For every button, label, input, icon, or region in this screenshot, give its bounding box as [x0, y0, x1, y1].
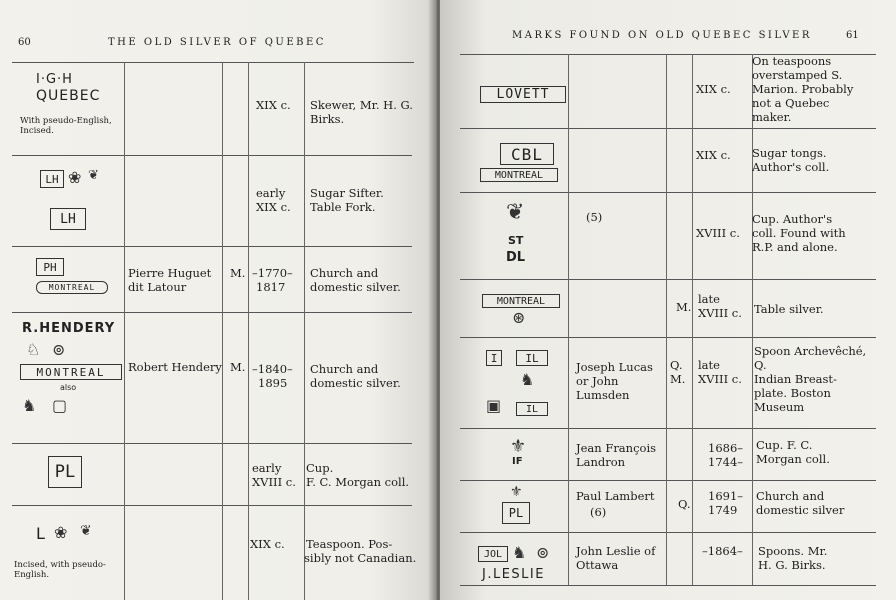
description-cell: maker.	[752, 110, 792, 124]
hallmark-stamp: MONTREAL	[482, 294, 560, 308]
description-cell: Marion. Probably	[752, 82, 854, 96]
description-cell: Table Fork.	[310, 200, 376, 214]
hallmark-stamp: MONTREAL	[20, 364, 122, 380]
hallmark-stamp: PH	[36, 258, 64, 276]
mark-note: Incised, with pseudo-	[14, 560, 106, 570]
description-cell: Indian Breast-	[754, 372, 837, 386]
description-cell: Church and	[310, 266, 379, 280]
maker-name: Jean François	[576, 441, 657, 455]
mark-text: J.LESLIE	[482, 567, 545, 582]
maker-name: Robert Hendery	[128, 360, 222, 374]
hallmark-stamp: MONTREAL	[480, 168, 558, 182]
description-cell: Birks.	[310, 112, 345, 126]
maker-name: dit Latour	[128, 280, 187, 294]
hallmark-head-icon: ▣	[486, 396, 502, 415]
hallmark-head-icon: ⊛	[512, 308, 526, 327]
maker-name: (6)	[590, 505, 607, 519]
row-divider	[12, 155, 412, 156]
description-cell: R.P. and alone.	[752, 240, 838, 254]
date-cell: –1840–	[252, 362, 293, 376]
description-cell: Cup. F. C.	[756, 438, 813, 452]
left-page	[0, 0, 436, 600]
table-bottom-rule	[460, 585, 876, 586]
description-cell: not a Quebec	[752, 96, 830, 110]
location-cell: M.	[670, 372, 686, 386]
mark-note: Incised.	[20, 126, 54, 136]
row-divider	[12, 443, 412, 444]
hallmark-head-icon: ▢	[52, 396, 68, 415]
date-cell: 1895	[258, 376, 288, 390]
description-cell: Church and	[310, 362, 379, 376]
mark-text: IF	[512, 456, 523, 467]
hallmark-lion-icon: ♞	[22, 396, 37, 415]
hallmark-fleur-icon: ⚜	[510, 436, 527, 457]
location-cell: M.	[230, 360, 246, 374]
column-rule	[692, 54, 693, 585]
description-cell: sibly not Canadian.	[304, 551, 417, 565]
column-rule	[124, 62, 125, 600]
hallmark-lion-icon: ♘	[26, 340, 41, 359]
maker-name: Paul Lambert	[576, 489, 655, 503]
mark-text: L	[36, 524, 45, 543]
date-cell: XVIII c.	[252, 475, 296, 489]
location-cell: Q.	[670, 358, 683, 372]
description-cell: domestic silver	[756, 503, 845, 517]
page-number: 61	[846, 30, 859, 41]
hallmark-animal-icon: ❀	[54, 523, 68, 542]
description-cell: domestic silver.	[310, 280, 401, 294]
hallmark-stamp: MONTREAL	[36, 281, 108, 294]
hallmark-animal-icon: ❀	[68, 168, 82, 187]
hallmark-leaf-icon: ❦	[88, 168, 99, 183]
date-cell: 1691–	[708, 489, 744, 503]
page-number: 60	[18, 37, 31, 48]
description-cell: Church and	[756, 489, 825, 503]
hallmark-stamp: PL	[48, 456, 82, 488]
location-cell: M.	[230, 266, 246, 280]
column-rule	[248, 62, 249, 600]
hallmark-stamp: JOL	[478, 546, 508, 562]
hallmark-leaf-icon: ❦	[506, 200, 525, 225]
hallmark-head-icon: ⊚	[52, 340, 66, 359]
description-cell: plate. Boston	[754, 386, 831, 400]
date-cell: XVIII c.	[698, 306, 742, 320]
date-cell: 1744–	[708, 455, 744, 469]
mark-text: I·G·H	[36, 72, 73, 87]
maker-name: (5)	[586, 210, 603, 224]
column-rule	[304, 62, 305, 600]
column-rule	[222, 62, 223, 600]
hallmark-stamp: I	[486, 350, 502, 366]
date-cell: –1864–	[702, 544, 743, 558]
date-cell: –1770–	[252, 266, 293, 280]
maker-name: or John	[576, 374, 619, 388]
description-cell: Spoon Archevêché,	[754, 344, 867, 358]
description-cell: coll. Found with	[752, 226, 846, 240]
date-cell: early	[252, 461, 282, 475]
date-cell: late	[698, 292, 720, 306]
description-cell: Cup. Author's	[752, 212, 833, 226]
mark-text: QUEBEC	[36, 88, 101, 104]
mark-text: R.HENDERY	[22, 321, 116, 336]
maker-name: Landron	[576, 455, 626, 469]
hallmark-lion-icon: ♞	[512, 543, 527, 562]
date-cell: XVIII c.	[698, 372, 742, 386]
description-cell: overstamped S.	[752, 68, 843, 82]
right-page	[440, 0, 896, 600]
row-divider	[12, 312, 412, 313]
mark-note: also	[60, 383, 77, 392]
row-divider	[460, 128, 876, 129]
description-cell: Sugar tongs.	[752, 146, 827, 160]
hallmark-leaf-icon: ❦	[80, 523, 92, 539]
date-cell: XIX c.	[696, 148, 731, 162]
date-cell: XIX c.	[696, 82, 731, 96]
description-cell: On teaspoons	[752, 54, 832, 68]
location-cell: M.	[676, 300, 692, 314]
date-cell: 1817	[256, 280, 286, 294]
hallmark-stamp: IL	[516, 350, 548, 366]
hallmark-head-icon: ⊚	[536, 543, 550, 562]
hallmark-fleur-icon: ⚜	[510, 484, 523, 500]
hallmark-lion-icon: ♞	[520, 370, 535, 389]
description-cell: F. C. Morgan coll.	[306, 475, 410, 489]
row-divider	[460, 480, 876, 481]
maker-name: Ottawa	[576, 558, 619, 572]
date-cell: XIX c.	[256, 200, 291, 214]
mark-text: DL	[506, 250, 526, 265]
date-cell: 1749	[708, 503, 738, 517]
mark-note: With pseudo-English,	[20, 116, 112, 126]
column-rule	[752, 54, 753, 585]
mark-note: English.	[14, 570, 50, 580]
description-cell: domestic silver.	[310, 376, 401, 390]
row-divider	[460, 337, 876, 338]
table-top-rule	[12, 62, 414, 63]
row-divider	[12, 246, 412, 247]
hallmark-stamp: LH	[50, 208, 86, 230]
column-rule	[666, 54, 667, 585]
description-cell: H. G. Birks.	[758, 558, 826, 572]
hallmark-stamp: IL	[516, 402, 548, 416]
description-cell: Author's coll.	[752, 160, 830, 174]
row-divider	[12, 505, 412, 506]
date-cell: late	[698, 358, 720, 372]
description-cell: Sugar Sifter.	[310, 186, 384, 200]
maker-name: Joseph Lucas	[576, 360, 653, 374]
column-rule	[568, 54, 569, 585]
description-cell: Morgan coll.	[756, 452, 830, 466]
hallmark-stamp: LH	[40, 170, 64, 188]
hallmark-stamp: LOVETT	[480, 86, 566, 103]
hallmark-stamp: CBL	[500, 143, 554, 165]
date-cell: XIX c.	[256, 98, 291, 112]
row-divider	[460, 279, 876, 280]
description-cell: Cup.	[306, 461, 334, 475]
maker-name: John Leslie of	[576, 544, 656, 558]
date-cell: XVIII c.	[696, 226, 740, 240]
row-divider	[460, 532, 876, 533]
maker-name: Lumsden	[576, 388, 630, 402]
maker-name: Pierre Huguet	[128, 266, 212, 280]
description-cell: Q.	[754, 358, 767, 372]
row-divider	[460, 192, 876, 193]
date-cell: XIX c.	[250, 537, 285, 551]
mark-text: ST	[508, 234, 524, 247]
description-cell: Museum	[754, 400, 805, 414]
description-cell: Table silver.	[754, 302, 824, 316]
date-cell: early	[256, 186, 286, 200]
description-cell: Spoons. Mr.	[758, 544, 828, 558]
hallmark-stamp: PL	[502, 502, 530, 524]
location-cell: Q.	[678, 497, 691, 511]
running-header: MARKS FOUND ON OLD QUEBEC SILVER	[512, 30, 812, 41]
running-header: THE OLD SILVER OF QUEBEC	[108, 37, 326, 48]
description-cell: Teaspoon. Pos-	[306, 537, 393, 551]
row-divider	[460, 428, 876, 429]
date-cell: 1686–	[708, 441, 744, 455]
description-cell: Skewer, Mr. H. G.	[310, 98, 413, 112]
